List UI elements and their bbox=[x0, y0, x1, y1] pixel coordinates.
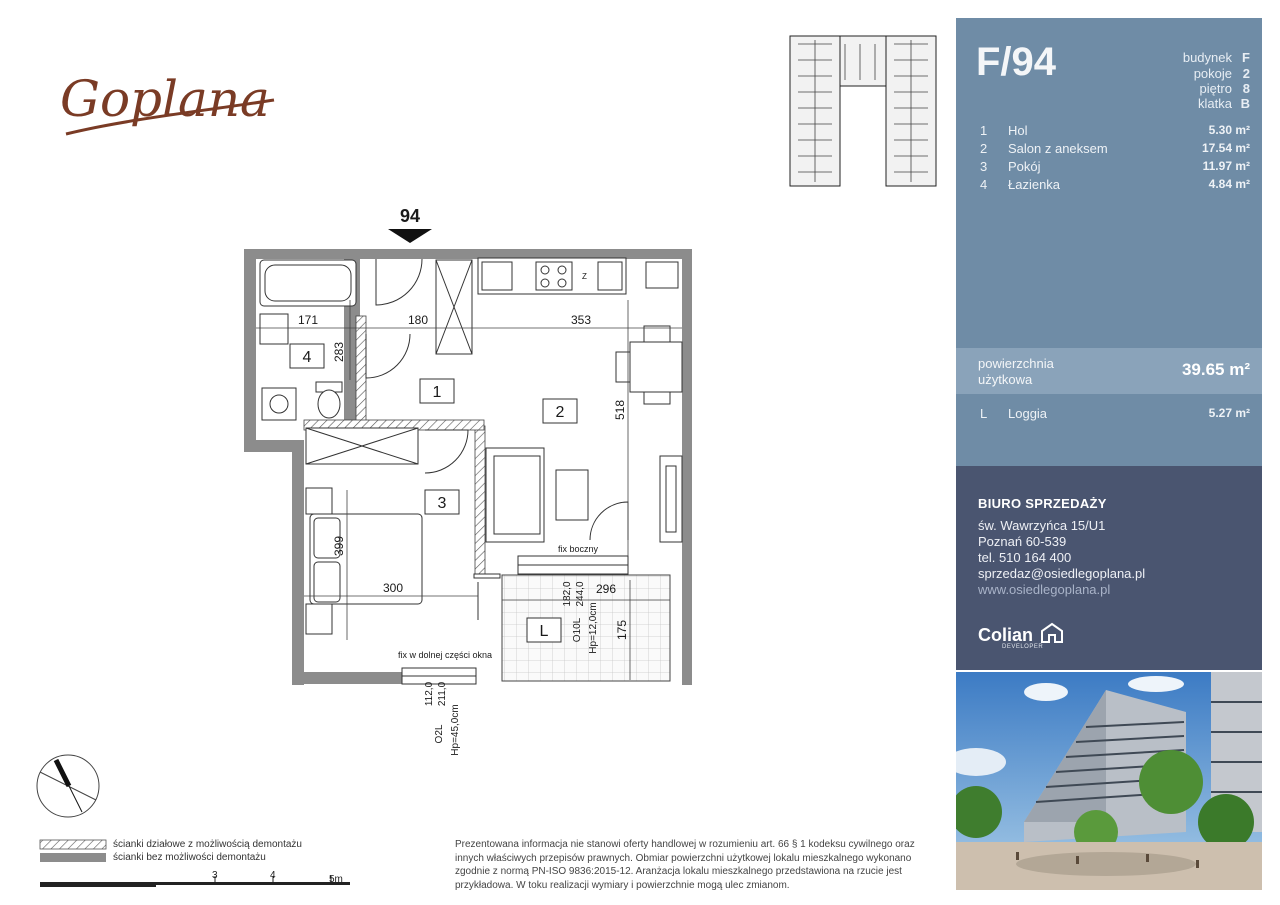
svg-text:300: 300 bbox=[383, 581, 404, 595]
sales-phone[interactable]: tel. 510 164 400 bbox=[978, 550, 1072, 565]
meta-building-label: budynek bbox=[1182, 50, 1232, 65]
svg-text:399: 399 bbox=[332, 535, 346, 557]
fix-bottom-label: fix w dolnej części okna bbox=[398, 650, 493, 660]
usable-area-label: powierzchnia użytkowa bbox=[978, 356, 1054, 387]
svg-text:353: 353 bbox=[571, 313, 592, 327]
svg-text:211,0: 211,0 bbox=[437, 681, 448, 707]
bathroom-fixtures bbox=[260, 260, 356, 420]
room-row: 4 Łazienka 4.84 m² bbox=[980, 177, 1250, 192]
kitchen-counter bbox=[436, 258, 678, 354]
developer-sub: DEVELOPER bbox=[1002, 644, 1044, 650]
scale-label-5m: 5m bbox=[329, 874, 343, 885]
legend-demountable-text: ścianki działowe z możliwością demontażu bbox=[113, 839, 302, 850]
svg-text:296: 296 bbox=[596, 582, 617, 596]
room-row: 1 Hol 5.30 m² bbox=[980, 123, 1250, 138]
key-plan bbox=[790, 36, 936, 186]
scale-label-4: 4 bbox=[270, 870, 276, 881]
svg-text:244,0: 244,0 bbox=[575, 581, 586, 607]
sales-street: św. Wawrzyńca 15/U1 bbox=[978, 518, 1106, 533]
room-label-loggia: L bbox=[539, 623, 549, 640]
meta-staircase-label: klatka bbox=[1198, 96, 1232, 111]
legend-fixed-swatch bbox=[40, 853, 106, 862]
meta-rooms bbox=[1194, 66, 1250, 81]
svg-text:283: 283 bbox=[332, 341, 346, 363]
room-label-4: 4 bbox=[302, 349, 312, 366]
compass-icon bbox=[37, 755, 99, 817]
svg-text:518: 518 bbox=[613, 399, 627, 421]
meta-rooms-label: pokoje bbox=[1193, 66, 1232, 81]
scale-bar bbox=[40, 868, 350, 892]
meta-staircase bbox=[1198, 96, 1250, 111]
svg-text:Hp=12,0cm: Hp=12,0cm bbox=[588, 602, 599, 654]
meta-floor-value: 8 bbox=[1242, 81, 1250, 96]
usable-area-value: 39.65 m² bbox=[1181, 360, 1250, 379]
meta-rooms-value: 2 bbox=[1242, 66, 1250, 81]
sales-office bbox=[956, 466, 1262, 670]
svg-text:Hp=45,0cm: Hp=45,0cm bbox=[450, 704, 461, 756]
room-label-2: 2 bbox=[555, 404, 565, 421]
meta-staircase-value: B bbox=[1240, 96, 1250, 111]
building-render-image bbox=[956, 672, 1262, 890]
entrance-arrow bbox=[388, 229, 432, 243]
sales-city: Poznań 60-539 bbox=[978, 534, 1067, 549]
developer-name: Colian bbox=[978, 625, 1034, 645]
legend-fixed-text: ścianki bez możliwości demontażu bbox=[113, 852, 266, 863]
logo-text: Goplana bbox=[60, 70, 270, 128]
scale-label-3: 3 bbox=[212, 870, 218, 881]
svg-text:112,0: 112,0 bbox=[424, 681, 435, 707]
sales-title: BIURO SPRZEDAŻY bbox=[978, 496, 1107, 511]
svg-text:180: 180 bbox=[408, 313, 429, 327]
svg-text:O2L: O2L bbox=[434, 724, 445, 744]
colian-logo bbox=[978, 622, 1064, 650]
house-icon bbox=[1040, 622, 1064, 644]
room-label-3: 3 bbox=[437, 495, 447, 512]
meta-floor bbox=[1199, 81, 1250, 96]
sales-email[interactable]: sprzedaz@osiedlegoplana.pl bbox=[978, 566, 1146, 581]
room-row: 2 Salon z aneksem 17.54 m² bbox=[980, 141, 1250, 156]
loggia-row: L Loggia 5.27 m² bbox=[980, 406, 1250, 421]
sales-website-link[interactable]: www.osiedlegoplana.pl bbox=[978, 582, 1111, 597]
fix-side-label: fix boczny bbox=[558, 544, 599, 554]
room-row: 3 Pokój 11.97 m² bbox=[980, 159, 1250, 174]
legend-demountable-swatch bbox=[40, 840, 106, 849]
room-label-1: 1 bbox=[432, 384, 442, 401]
meta-floor-label: piętro bbox=[1199, 81, 1232, 96]
disclaimer: Prezentowana informacja nie stanowi oferty handlowej w rozumieniu art. 66 § 1 kodeksu cywilnego oraz innych właściwych przepisów prawnych. Obmiar powierzchni użytkowej lokalu mieszkalnego wykonano zgodnie z normą PN-ISO 9836:2015-12. Aranżacja lokalu mieszkalnego przedstawiona na rzucie jest przykładowa. W toku realizacji wymiary i powierzchnie mogą ulec zmianom. bbox=[455, 839, 915, 891]
meta-building bbox=[1183, 50, 1250, 65]
usable-area-band bbox=[956, 348, 1262, 394]
svg-text:182,0: 182,0 bbox=[562, 581, 573, 607]
svg-text:171: 171 bbox=[298, 313, 319, 327]
svg-text:O10L: O10L bbox=[572, 617, 583, 643]
appliance-letter: Z bbox=[582, 272, 587, 281]
entrance-number: 94 bbox=[399, 206, 421, 226]
apartment-number: F/94 bbox=[976, 40, 1057, 84]
info-panel bbox=[956, 18, 1262, 670]
svg-text:175: 175 bbox=[615, 619, 629, 641]
meta-building-value: F bbox=[1242, 50, 1250, 65]
